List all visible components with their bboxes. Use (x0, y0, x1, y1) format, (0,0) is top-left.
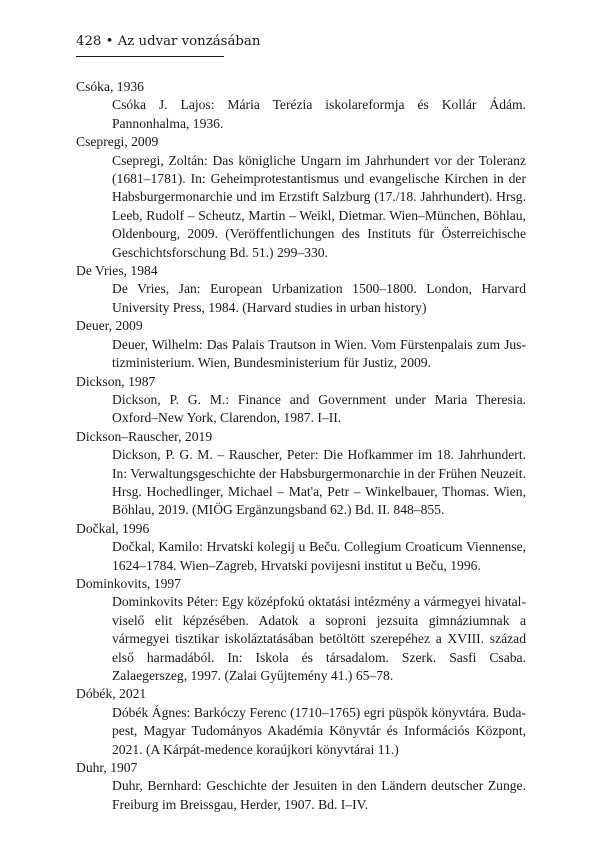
entry-reference: Duhr, Bernhard: Geschichte der Jesuiten in den Ländern deutscher Zunge. Freiburg im Breissgau, Herder, 1907. Bd. I–IV. (112, 778, 526, 812)
entry-reference: Dóbék Ágnes: Barkóczy Ferenc (1710–1765) egri püspök könyvtára. Budapest, Magyar Tudományos Akadémia Könyvtár és Információs Központ, 2021. (A Kárpát-medence koraújkori könyvtárai 11.) (112, 704, 526, 757)
entry-reference: Deuer, Wilhelm: Das Palais Trautson in Wien. Vom Fürstenpalais zum Justizministerium. Wien, Bundesministerium für Justiz, 2009. (112, 336, 526, 371)
entry-reference: Dickson, P. G. M. – Rauscher, Peter: Die Hofkammer im 18. Jahrhundert. In: Verwaltungsgeschichte der Habsburgermonarchie in der Frühen Neuzeit. Hrsg. Hochedlinger, Michael – Mat'a, Petr – Winkelbauer, Thomas. Wien, Böhlau, 2019. (MIÖG Ergänzungsband 62.) Bd. II. 848–855. (112, 447, 526, 518)
bibliography-entry (76, 373, 526, 428)
separator-bullet: • (105, 34, 114, 49)
bibliography-entry (76, 520, 526, 575)
entry-reference: Dickson, P. G. M.: Finance and Government under Maria Theresia. Oxford–New York, Clarendon, 1987. I–II. (112, 391, 526, 426)
entry-key: Duhr, 1907 (76, 760, 138, 776)
bibliography-entry (76, 133, 526, 262)
running-title: Az udvar vonzásában (117, 34, 261, 49)
entry-reference: Csepregi, Zoltán: Das königliche Ungarn im Jahrhundert vor der Toleranz (1681–1781). In: Geheimprotestantismus und evangelische Kirchen in der Habsburgermonarchie und im Erzstift Salzburg (17./18. Jahrhundert). Hrsg. Leeb, Rudolf – Scheutz, Martin – Weikl, Dietmar. Wien–München, Böhlau, Oldenbourg, 2009. (Veröffentlichungen des Instituts für Österreichische Geschichtsforschung Bd. 51.) 299–330. (112, 152, 526, 260)
entry-key: Deuer, 2009 (76, 318, 143, 334)
bibliography-entry (76, 685, 526, 759)
entry-key: Dickson–Rauscher, 2019 (76, 428, 213, 444)
entry-key: Dočkal, 1996 (76, 520, 150, 536)
entry-key: Csóka, 1936 (76, 79, 144, 94)
header-rule (76, 56, 224, 57)
entry-reference: Dočkal, Kamilo: Hrvatski kolegij u Beču. Collegium Croaticum Viennense, 1624–1784. Wien–Zagreb, Hrvatski povijesni institut u Beču, 1996. (112, 539, 526, 573)
entry-key: Csepregi, 2009 (76, 134, 159, 150)
bibliography-entry (76, 262, 526, 317)
bibliography-entry (76, 428, 526, 520)
entry-key: Dóbék, 2021 (76, 686, 147, 702)
entry-key: Dickson, 1987 (76, 373, 156, 389)
entry-reference: Dominkovits Péter: Egy középfokú oktatási intézmény a vármegyei hivatalviselő elit képzésében. Adatok a soproni jezsuita gimnáziumnak a vármegyei tisztikar iskoláztatásában betöltött szerepéhez a XVIII. század első harmadából. In: Iskola és társadalom. Szerk. Sasfi Csaba. Zalaegerszeg, 1997. (Zalai Gyűjtemény 41.) 65–78. (112, 594, 526, 683)
running-head (76, 34, 260, 50)
entry-key: De Vries, 1984 (76, 263, 158, 279)
entry-reference: Csóka J. Lajos: Mária Terézia iskolareformja és Kollár Ádám. Pannonhalma, 1936. (112, 97, 526, 131)
entry-reference: De Vries, Jan: European Urbanization 1500–1800. London, Harvard University Press, 1984. (Harvard studies in urban history) (112, 281, 526, 315)
bibliography-entry (76, 317, 526, 372)
bibliography-entry (76, 78, 526, 133)
page-number: 428 (76, 34, 102, 49)
entry-key: Dominkovits, 1997 (76, 575, 181, 591)
bibliography-entry (76, 759, 526, 814)
bibliography-list (76, 78, 526, 814)
bibliography-entry (76, 575, 526, 685)
